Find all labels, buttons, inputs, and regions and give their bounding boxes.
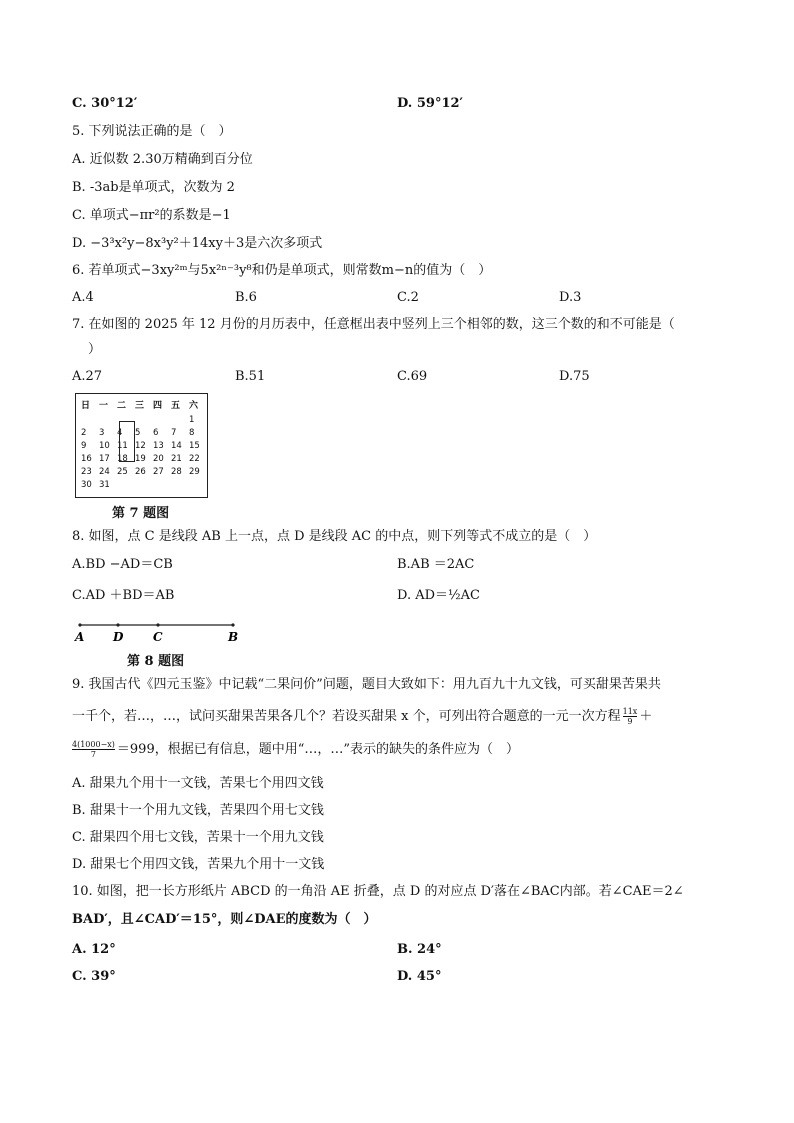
calendar-day-cell: 6 — [153, 427, 159, 438]
label-d: D — [113, 630, 124, 644]
q4-option-c: C. 30°12′ — [72, 96, 138, 111]
calendar-header-cell: 五 — [171, 401, 181, 411]
q5-option-a: A. 近似数 2.30万精确到百分位 — [72, 152, 253, 167]
calendar-highlight-box — [119, 421, 135, 462]
calendar-row — [80, 426, 206, 439]
q4-option-d: D. 59°12′ — [397, 96, 463, 111]
q9-fraction-1-denominator: 9 — [627, 717, 633, 726]
calendar-header-cell: 四 — [153, 401, 163, 411]
q6-option-d: D.3 — [559, 290, 582, 305]
calendar-day-cell: 14 — [171, 440, 182, 451]
calendar-day-cell: 27 — [153, 466, 164, 477]
label-b: B — [228, 630, 239, 644]
calendar-day-cell: 8 — [189, 427, 195, 438]
calendar-day-cell — [170, 413, 188, 426]
q10-option-b: B. 24° — [397, 942, 442, 957]
q6-option-b: B.6 — [235, 290, 257, 305]
q10-option-c: C. 39° — [72, 969, 116, 984]
q8-option-a: A.BD −AD＝CB — [72, 557, 173, 572]
q7-option-c: C.69 — [397, 369, 428, 384]
calendar-row — [80, 413, 206, 426]
q5-option-b: B. -3ab是单项式，次数为 2 — [72, 180, 235, 195]
calendar-day-cell: 3 — [99, 427, 105, 438]
q9-stem-text-3: ＝999，根据已有信息，题中用“…，…”表示的缺失的条件应为（ ） — [116, 742, 520, 757]
q9-fraction-2-denominator: 7 — [90, 750, 96, 759]
calendar-row — [80, 478, 206, 491]
calendar-table — [80, 398, 206, 491]
q8-figure-caption: 第 8 题图 — [127, 654, 185, 669]
q6-option-c: C.2 — [397, 290, 419, 305]
q5-stem: 5. 下列说法正确的是（ ） — [72, 124, 232, 139]
q10-stem-line1: 10. 如图，把一长方形纸片 ABCD 的一角沿 AE 折叠，点 D 的对应点 D′落在∠BAC内部。若∠CAE＝2∠ — [72, 884, 684, 899]
calendar-day-cell: 16 — [81, 453, 92, 464]
q9-option-b: B. 甜果十一个用九文钱，苦果四个用七文钱 — [72, 803, 324, 818]
q7-stem-line1: 7. 在如图的 2025 年 12 月份的月历表中，任意框出表中竖列上三个相邻的数，这三个数的和不可能是（ — [72, 317, 675, 332]
calendar-day-cell: 12 — [135, 440, 146, 451]
calendar-row — [80, 465, 206, 478]
q9-option-d: D. 甜果七个用四文钱，苦果九个用十一文钱 — [72, 857, 325, 872]
q7-option-b: B.51 — [235, 369, 266, 384]
calendar-row — [80, 452, 206, 465]
calendar-day-cell: 5 — [135, 427, 141, 438]
q9-stem-line2 — [72, 707, 652, 726]
calendar-day-cell: 28 — [171, 466, 182, 477]
point-d — [116, 623, 119, 626]
calendar-header-cell: 日 — [81, 401, 91, 411]
q5-option-c: C. 单项式−πr²的系数是−1 — [72, 208, 231, 223]
calendar-day-cell: 13 — [153, 440, 164, 451]
calendar-day-cell: 25 — [117, 466, 128, 477]
q8-option-d: D. AD＝½AC — [397, 588, 480, 603]
q6-stem: 6. 若单项式−3xy²ᵐ与5x²ⁿ⁻³y⁸和仍是单项式，则常数m−n的值为（ ） — [72, 263, 492, 278]
q10-stem-line2: BAD′，且∠CAD′＝15°，则∠DAE的度数为（ ） — [72, 912, 377, 927]
segment-figure — [70, 615, 250, 647]
calendar-day-cell: 4 — [117, 427, 123, 438]
q9-fraction-1-numerator: 11x — [622, 707, 638, 716]
calendar-day-cell: 20 — [153, 453, 164, 464]
calendar-day-cell: 30 — [81, 479, 92, 490]
q7-figure-caption: 第 7 题图 — [112, 506, 170, 521]
calendar-day-cell — [116, 478, 134, 491]
calendar-day-cell — [188, 478, 206, 491]
calendar-day-cell: 11 — [117, 440, 128, 451]
q9-fraction-2-numerator: 4(1000−x) — [72, 740, 115, 749]
q7-option-a: A.27 — [72, 369, 103, 384]
calendar-day-cell: 26 — [135, 466, 146, 477]
calendar-day-cell: 19 — [135, 453, 146, 464]
calendar-day-cell: 31 — [99, 479, 110, 490]
calendar-day-cell — [98, 413, 116, 426]
calendar-day-cell — [152, 413, 170, 426]
q8-stem: 8. 如图，点 C 是线段 AB 上一点，点 D 是线段 AC 的中点，则下列等式不成立的是（ ） — [72, 529, 597, 544]
calendar-day-cell: 2 — [81, 427, 87, 438]
label-a: A — [75, 630, 85, 644]
calendar-header-cell: 二 — [117, 401, 127, 411]
q9-fraction-1 — [623, 707, 638, 726]
q9-stem-line3 — [72, 740, 519, 759]
label-c: C — [153, 630, 163, 644]
calendar-day-cell: 17 — [99, 453, 110, 464]
calendar-header-cell: 六 — [189, 401, 199, 411]
q9-plus: ＋ — [639, 709, 653, 724]
point-b — [231, 623, 234, 626]
q8-option-b: B.AB ＝2AC — [397, 557, 475, 572]
q6-option-a: A.4 — [72, 290, 94, 305]
calendar-row — [80, 439, 206, 452]
calendar-day-cell: 22 — [189, 453, 200, 464]
calendar-day-cell — [134, 478, 152, 491]
q9-stem-line1: 9. 我国古代《四元玉鉴》中记载“二果问价”问题，题目大致如下：用九百九十九文钱，可买甜果苦果共 — [72, 677, 661, 692]
q7-stem-line2: ） — [88, 342, 102, 357]
calendar-day-cell: 18 — [117, 453, 128, 464]
calendar-day-cell — [80, 413, 98, 426]
calendar-day-cell: 29 — [189, 466, 200, 477]
q7-option-d: D.75 — [559, 369, 590, 384]
q10-option-d: D. 45° — [397, 969, 442, 984]
calendar-day-cell: 15 — [189, 440, 200, 451]
calendar-header-cell: 一 — [99, 401, 109, 411]
calendar-day-cell: 1 — [189, 414, 195, 425]
q8-option-c: C.AD ＋BD＝AB — [72, 588, 175, 603]
calendar-day-cell: 23 — [81, 466, 92, 477]
calendar-day-cell: 21 — [171, 453, 182, 464]
q9-stem-text: 一千个，若…，…，试问买甜果苦果各几个？若设买甜果 x 个，可列出符合题意的一元一次方程 — [72, 709, 621, 724]
point-a — [78, 623, 81, 626]
calendar-day-cell: 7 — [171, 427, 177, 438]
q9-option-c: C. 甜果四个用七文钱，苦果十一个用九文钱 — [72, 830, 324, 845]
calendar-day-cell — [152, 478, 170, 491]
q5-option-d: D. −3³x²y−8x³y²＋14xy＋3是六次多项式 — [72, 236, 323, 251]
q9-option-a: A. 甜果九个用十一文钱，苦果七个用四文钱 — [72, 776, 324, 791]
calendar-day-cell: 9 — [81, 440, 87, 451]
q10-option-a: A. 12° — [72, 942, 116, 957]
q9-fraction-2 — [72, 740, 115, 759]
calendar-day-cell: 10 — [99, 440, 110, 451]
calendar-figure — [75, 393, 208, 498]
point-c — [156, 623, 159, 626]
calendar-day-cell: 24 — [99, 466, 110, 477]
calendar-header-cell: 三 — [135, 401, 145, 411]
calendar-day-cell — [170, 478, 188, 491]
calendar-day-cell — [134, 413, 152, 426]
